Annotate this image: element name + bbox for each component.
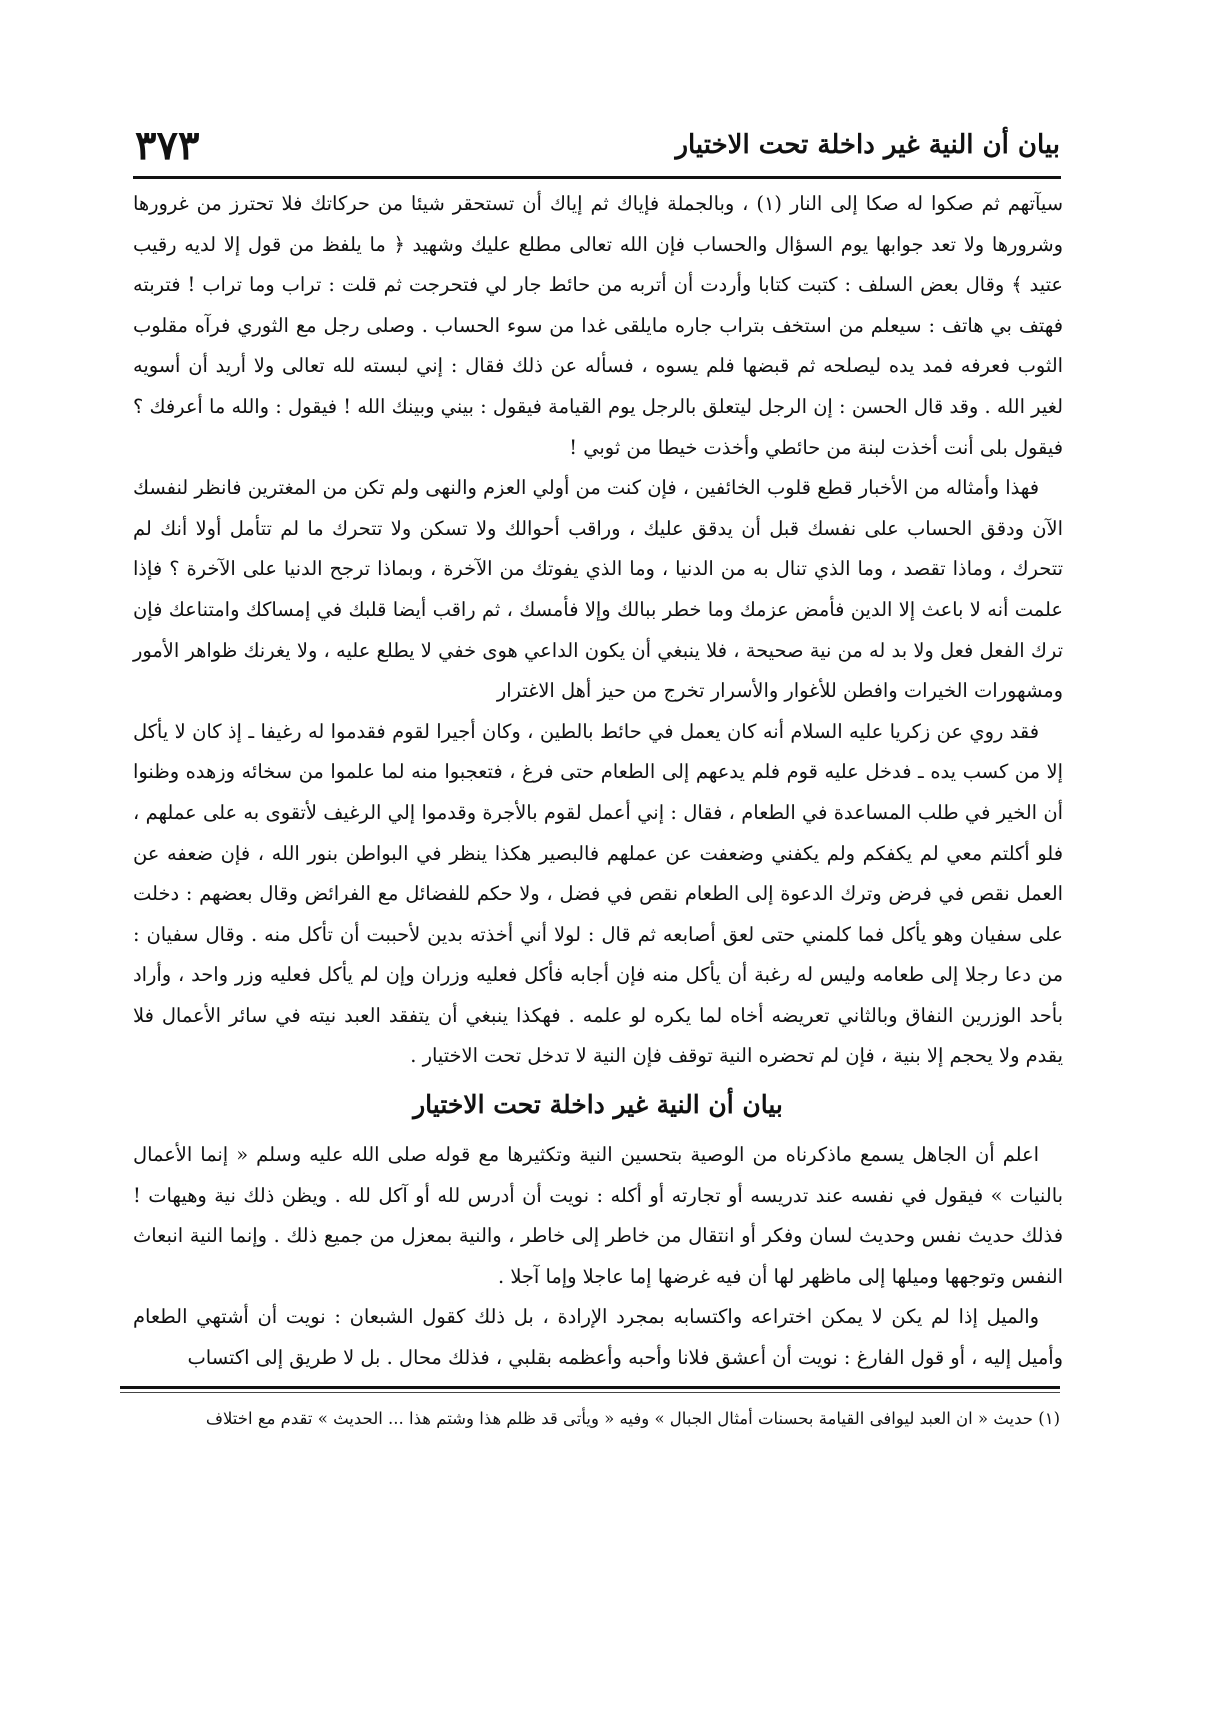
paragraph: والميل إذا لم يكن لا يمكن اختراعه واكتسابه بمجرد الإرادة ، بل ذلك كقول الشبعان : نويت أن أشتهي الطعام وأميل إليه ، أو قول الفارغ : نويت أن أعشق فلانا وأحبه وأعظمه بقلبي ، فذلك محال . بل لا طريق إلى اكتساب	[133, 1305, 1063, 1370]
running-title: بيان أن النية غير داخلة تحت الاختيار	[675, 130, 1060, 160]
body-text	[133, 184, 1063, 1379]
section-heading: بيان أن النية غير داخلة تحت الاختيار	[413, 1090, 783, 1120]
header-rule	[133, 176, 1061, 179]
footnote-rule-thin	[120, 1392, 1060, 1393]
paragraph: فهذا وأمثاله من الأخبار قطع قلوب الخائفين ، فإن كنت من أولي العزم والنهى ولم تكن من المغترين فانظر لنفسك الآن ودقق الحساب على نفسك قبل أن يدقق عليك ، وراقب أحوالك ولا تسكن ولا تتحرك ما لم تتأمل أولا أنك لم تتحرك ، وماذا تقصد ، وما الذي تنال به من الدنيا ، وما الذي يفوتك من الآخرة ، وبماذا ترجح الدنيا على الآخرة ؟ فإذا علمت أنه لا باعث إلا الدين فأمض عزمك وما خطر ببالك وإلا فأمسك ، ثم راقب أيضا قلبك في إمساكك وامتناعك فإن ترك الفعل فعل ولا بد له من نية صحيحة ، فلا ينبغي أن يكون الداعي هوى خفي لا يطلع عليه ، ولا يغرنك ظواهر الأمور ومشهورات الخيرات وافطن للأغوار والأسرار تخرج من حيز أهل الاغترار	[133, 476, 1063, 703]
footnote: (١) حديث « ان العبد ليوافى القيامة بحسنات أمثال الجبال » وفيه « ويأتى قد ظلم هذا وشتم هذا ... الحديث » تقدم مع اختلاف	[205, 1409, 1060, 1428]
footnote-rule	[120, 1386, 1060, 1389]
paragraph: اعلم أن الجاهل يسمع ماذكرناه من الوصية بتحسين النية وتكثيرها مع قوله صلى الله عليه وسلم « إنما الأعمال بالنيات » فيقول في نفسه عند تدريسه أو تجارته أو أكله : نويت أن أدرس لله أو آكل لله . ويظن ذلك نية وهيهات ! فذلك حديث نفس وحديث لسان وفكر أو انتقال من خاطر إلى خاطر ، والنية بمعزل من جميع ذلك . وإنما النية انبعاث النفس وتوجهها وميلها إلى ماظهر لها أن فيه غرضها إما عاجلا وإما آجلا .	[133, 1143, 1063, 1288]
paragraph: فقد روي عن زكريا عليه السلام أنه كان يعمل في حائط بالطين ، وكان أجيرا لقوم فقدموا له رغيفا ـ إذ كان لا يأكل إلا من كسب يده ـ فدخل عليه قوم فلم يدعهم إلى الطعام حتى فرغ ، فتعجبوا منه لما علموا من سخائه وزهده وظنوا أن الخير في طلب المساعدة في الطعام ، فقال : إني أعمل لقوم بالأجرة وقدموا إلي الرغيف لأتقوى به على عملهم ، فلو أكلتم معي لم يكفكم ولم يكفني وضعفت عن عملهم فالبصير هكذا ينظر في البواطن بنور الله ، فإن ضعفه عن العمل نقص في فرض وترك الدعوة إلى الطعام نقص في فضل ، ولا حكم للفضائل مع الفرائض وقال بعضهم : دخلت على سفيان وهو يأكل فما كلمني حتى لعق أصابعه ثم قال : لولا أني أخذته بدين لأحببت أن تأكل منه . وقال سفيان : من دعا رجلا إلى طعامه وليس له رغبة أن يأكل منه فإن أجابه فأكل فعليه وزران وإن لم يأكل فعليه وزر واحد ، وأراد بأحد الوزرين النفاق وبالثاني تعريضه أخاه لما يكره لو علمه . فهكذا ينبغي أن يتفقد العبد نيته في سائر الأعمال فلا يقدم ولا يحجم إلا بنية ، فإن لم تحضره النية توقف فإن النية لا تدخل تحت الاختيار .	[133, 719, 1063, 1068]
paragraph: سيآتهم ثم صكوا له صكا إلى النار (١) ، وبالجملة فإياك ثم إياك أن تستحقر شيئا من حركاتك فلا تحترز من غرورها وشرورها ولا تعد جوابها يوم السؤال والحساب فإن الله تعالى مطلع عليك وشهيد ﴿ ما يلفظ من قول إلا لديه رقيب عتيد ﴾ وقال بعض السلف : كتبت كتابا وأردت أن أتربه من حائط جار لي فتحرجت ثم قلت : تراب وما تراب ! فتربته فهتف بي هاتف : سيعلم من استخف بتراب جاره مايلقى غدا من سوء الحساب . وصلى رجل مع الثوري فرآه مقلوب الثوب فعرفه فمد يده ليصلحه ثم قبضها فلم يسوه ، فسأله عن ذلك فقال : إني لبسته لله تعالى ولا أريد أن أسويه لغير الله . وقد قال الحسن : إن الرجل ليتعلق بالرجل يوم القيامة فيقول : بيني وبينك الله ! فيقول : والله ما أعرفك ؟ فيقول بلى أنت أخذت لبنة من حائطي وأخذت خيطا من ثوبي !	[133, 192, 1063, 459]
page-header	[135, 117, 1060, 173]
page-number: ٣٧٣	[135, 121, 200, 169]
